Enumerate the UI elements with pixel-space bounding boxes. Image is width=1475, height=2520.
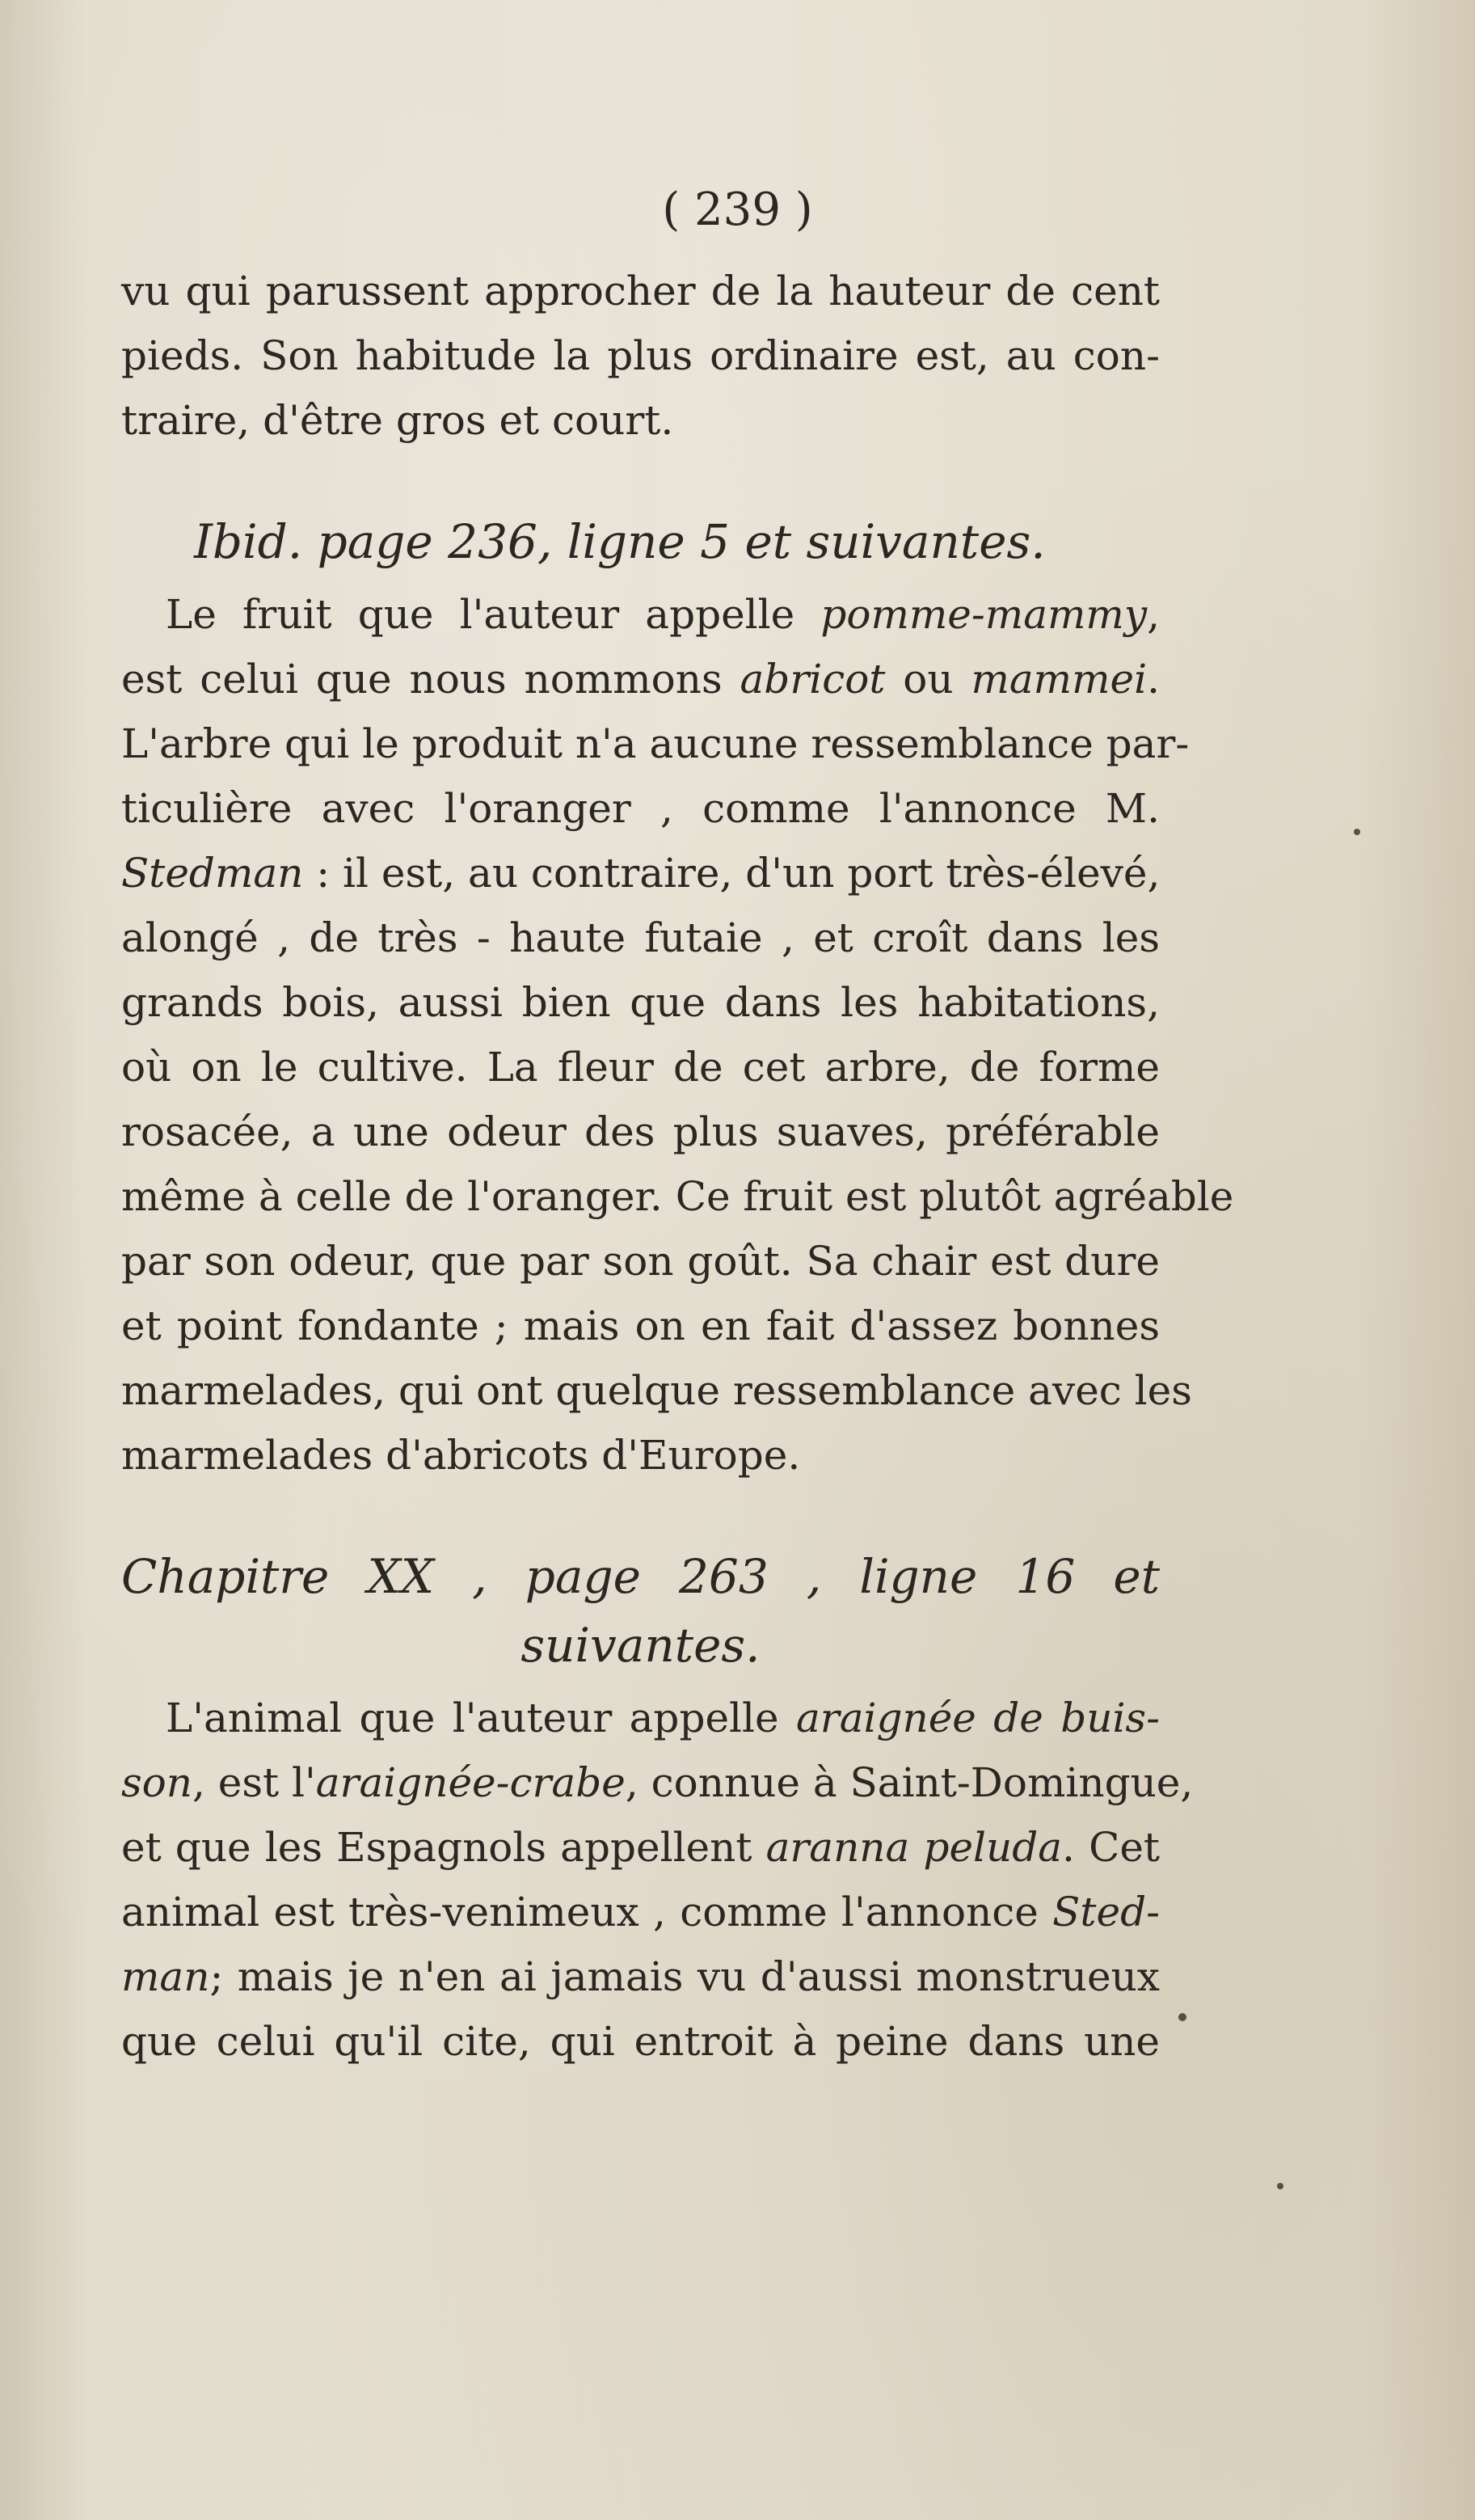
paragraph-line: est celui que nous nommons abricot ou mammei. (121, 656, 1160, 703)
paragraph-line: alongé , de très - haute futaie , et croît dans les (121, 914, 1160, 961)
paragraph-line: marmelades d'abricots d'Europe. (121, 1432, 801, 1479)
paragraph-line: et point fondante ; mais on en fait d'assez bonnes (121, 1302, 1160, 1349)
paragraph-line: pieds. Son habitude la plus ordinaire est, au con- (121, 332, 1160, 379)
paragraph-line: Le fruit que l'auteur appelle pomme-mammy, (166, 591, 1160, 638)
paragraph-line: et que les Espagnols appellent aranna peluda. Cet (121, 1824, 1161, 1871)
paragraph-line: où on le cultive. La fleur de cet arbre, de forme (121, 1044, 1160, 1091)
paragraph-line: grands bois, aussi bien que dans les habitations, (121, 979, 1160, 1026)
paper-speck (1178, 2013, 1186, 2021)
paper-speck (1277, 2183, 1283, 2189)
paragraph-line: même à celle de l'oranger. Ce fruit est plutôt agréable (121, 1173, 1234, 1220)
section-heading: Ibid. page 236, ligne 5 et suivantes. (194, 514, 1046, 569)
page-number: ( 239 ) (662, 184, 813, 236)
paragraph-line: marmelades, qui ont quelque ressemblance avec les (121, 1367, 1192, 1414)
paragraph-line: animal est très-venimeux , comme l'annonce Sted- (121, 1889, 1160, 1935)
paragraph-line: rosacée, a une odeur des plus suaves, préférable (121, 1108, 1160, 1155)
paragraph-line: que celui qu'il cite, qui entroit à peine dans une (121, 2018, 1160, 2065)
paper-speck (1354, 829, 1360, 835)
section-heading-continued: suivantes. (520, 1618, 761, 1673)
paragraph-line: man; mais je n'en ai jamais vu d'aussi monstrueux (121, 1953, 1160, 2000)
paragraph-line: L'animal que l'auteur appelle araignée de buis- (166, 1695, 1160, 1741)
paragraph-line: son, est l'araignée-crabe, connue à Saint-Domingue, (121, 1759, 1194, 1806)
paragraph-line: Stedman : il est, au contraire, d'un port très-élevé, (121, 850, 1161, 897)
paragraph-line: ticulière avec l'oranger , comme l'annonce M. (121, 785, 1160, 832)
paragraph-line: vu qui parussent approcher de la hauteur de cent (121, 268, 1160, 314)
paragraph-line: par son odeur, que par son goût. Sa chair est dure (121, 1238, 1160, 1285)
section-heading: Chapitre XX , page 263 , ligne 16 et (121, 1549, 1160, 1604)
paragraph-line: L'arbre qui le produit n'a aucune ressemblance par- (121, 720, 1190, 767)
paragraph-line: traire, d'être gros et court. (121, 397, 674, 444)
